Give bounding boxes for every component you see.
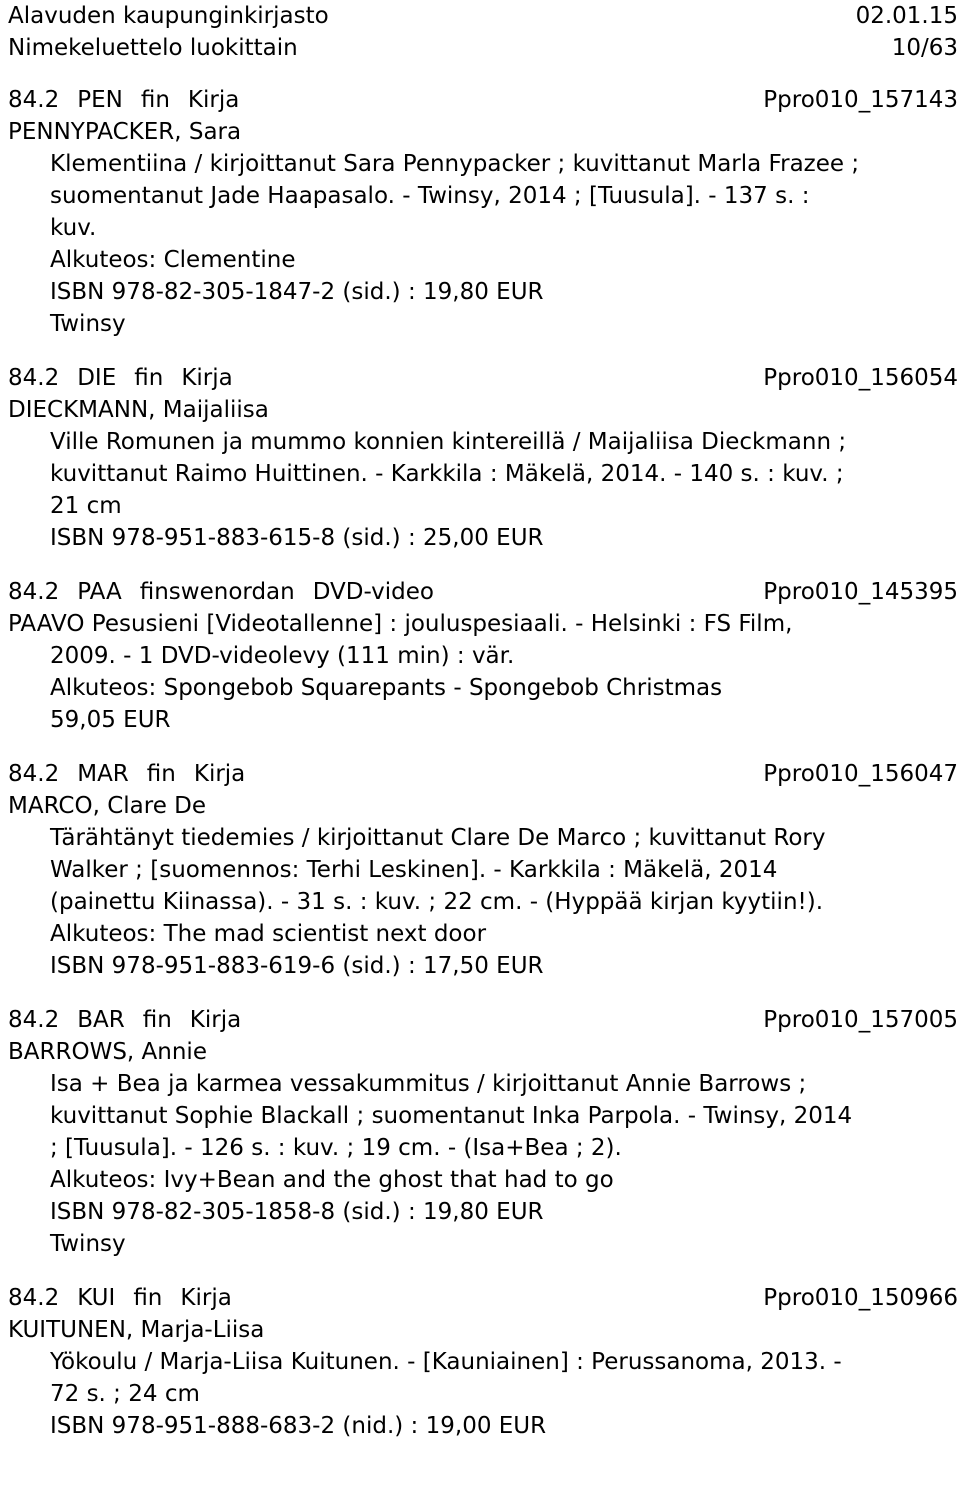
detail-line: Alkuteos: Spongebob Squarepants - Spongebob Christmas (50, 675, 723, 701)
catalog-entry (8, 1282, 958, 1442)
author: PAAVO Pesusieni [Videotallenne] : jouluspesiaali. - Helsinki : FS Film, (8, 611, 793, 637)
record-id: Ppro010_156054 (763, 365, 958, 391)
record-id: Ppro010_157005 (763, 1007, 958, 1033)
description-line: Walker ; [suomennos: Terhi Leskinen]. - Karkkila : Mäkelä, 2014 (50, 857, 778, 883)
detail-line: ISBN 978-951-883-619-6 (sid.) : 17,50 EUR (50, 953, 544, 979)
entry-codes (8, 1004, 241, 1036)
description-line: ; [Tuusula]. - 126 s. : kuv. ; 19 cm. - (Isa+Bea ; 2). (50, 1135, 622, 1161)
spacer (8, 982, 958, 1004)
entry-codes (8, 362, 233, 394)
description-line: Klementiina / kirjoittanut Sara Pennypacker ; kuvittanut Marla Frazee ; (50, 151, 860, 177)
author: BARROWS, Annie (8, 1039, 207, 1065)
spacer (8, 340, 958, 362)
record-id: Ppro010_145395 (763, 579, 958, 605)
author: PENNYPACKER, Sara (8, 119, 242, 145)
shelf-code: DIE (77, 365, 117, 391)
detail-line: Alkuteos: Clementine (50, 247, 296, 273)
header-row-1 (8, 0, 958, 32)
record-id: Ppro010_157143 (763, 87, 958, 113)
catalog-entry (8, 362, 958, 554)
print-date: 02.01.15 (855, 3, 958, 29)
author: MARCO, Clare De (8, 793, 207, 819)
description-line: Tärähtänyt tiedemies / kirjoittanut Clare De Marco ; kuvittanut Rory (50, 825, 826, 851)
catalog-entry (8, 1004, 958, 1260)
author: DIECKMANN, Maijaliisa (8, 397, 269, 423)
record-id: Ppro010_150966 (763, 1285, 958, 1311)
header-row-2 (8, 32, 958, 64)
material-type: Kirja (187, 87, 240, 113)
author: KUITUNEN, Marja-Liisa (8, 1317, 265, 1343)
page-header (8, 0, 958, 64)
description-line: kuv. (50, 215, 97, 241)
entry-codes (8, 1282, 232, 1314)
description-line: 2009. - 1 DVD-videolevy (111 min) : vär. (50, 643, 515, 669)
detail-line: 59,05 EUR (50, 707, 171, 733)
library-name: Alavuden kaupunginkirjasto (8, 3, 329, 29)
entry-header (8, 362, 958, 394)
entry-codes (8, 84, 239, 116)
description-line: kuvittanut Raimo Huittinen. - Karkkila : Mäkelä, 2014. - 140 s. : kuv. ; (50, 461, 844, 487)
language: fin (146, 761, 176, 787)
detail-line: ISBN 978-951-883-615-8 (sid.) : 25,00 EUR (50, 525, 544, 551)
material-type: Kirja (181, 365, 233, 391)
classification: 84.2 (8, 365, 60, 391)
catalog-entry (8, 576, 958, 736)
language: finswenordan (139, 579, 295, 605)
entry-codes (8, 576, 434, 608)
detail-line: ISBN 978-951-888-683-2 (nid.) : 19,00 EUR (50, 1413, 547, 1439)
description-line: 72 s. ; 24 cm (50, 1381, 200, 1407)
entry-header (8, 1282, 958, 1314)
shelf-code: PEN (77, 87, 123, 113)
spacer (8, 1260, 958, 1282)
classification: 84.2 (8, 87, 60, 113)
spacer (8, 64, 958, 84)
entry-codes (8, 758, 245, 790)
spacer (8, 554, 958, 576)
language: fin (142, 1007, 172, 1033)
spacer (8, 736, 958, 758)
report-title: Nimekeluettelo luokittain (8, 35, 298, 61)
detail-line: Alkuteos: Ivy+Bean and the ghost that had to go (50, 1167, 614, 1193)
description-line: Yökoulu / Marja-Liisa Kuitunen. - [Kauniainen] : Perussanoma, 2013. - (50, 1349, 842, 1375)
shelf-code: MAR (77, 761, 129, 787)
material-type: Kirja (180, 1285, 232, 1311)
description-line: 21 cm (50, 493, 122, 519)
material-type: Kirja (189, 1007, 242, 1033)
entry-header (8, 758, 958, 790)
detail-line: Twinsy (50, 1231, 126, 1257)
language: fin (134, 365, 164, 391)
record-id: Ppro010_156047 (763, 761, 958, 787)
description-line: kuvittanut Sophie Blackall ; suomentanut Inka Parpola. - Twinsy, 2014 (50, 1103, 853, 1129)
shelf-code: PAA (77, 579, 122, 605)
description-line: Ville Romunen ja mummo konnien kintereillä / Maijaliisa Dieckmann ; (50, 429, 847, 455)
language: fin (140, 87, 170, 113)
detail-line: ISBN 978-82-305-1858-8 (sid.) : 19,80 EUR (50, 1199, 544, 1225)
classification: 84.2 (8, 761, 60, 787)
entry-header (8, 576, 958, 608)
material-type: DVD-video (312, 579, 434, 605)
classification: 84.2 (8, 1007, 60, 1033)
classification: 84.2 (8, 1285, 60, 1311)
shelf-code: BAR (77, 1007, 125, 1033)
shelf-code: KUI (77, 1285, 116, 1311)
entry-header (8, 84, 958, 116)
detail-line: Twinsy (50, 311, 126, 337)
detail-line: ISBN 978-82-305-1847-2 (sid.) : 19,80 EUR (50, 279, 544, 305)
language: fin (133, 1285, 163, 1311)
catalog-page (8, 0, 958, 1442)
description-line: (painettu Kiinassa). - 31 s. : kuv. ; 22 cm. - (Hyppää kirjan kyytiin!). (50, 889, 824, 915)
catalog-entry (8, 758, 958, 982)
description-line: Isa + Bea ja karmea vessakummitus / kirjoittanut Annie Barrows ; (50, 1071, 807, 1097)
detail-line: Alkuteos: The mad scientist next door (50, 921, 487, 947)
page-number: 10/63 (891, 35, 958, 61)
catalog-entry (8, 84, 958, 340)
material-type: Kirja (193, 761, 246, 787)
description-line: suomentanut Jade Haapasalo. - Twinsy, 2014 ; [Tuusula]. - 137 s. : (50, 183, 810, 209)
entry-header (8, 1004, 958, 1036)
classification: 84.2 (8, 579, 60, 605)
